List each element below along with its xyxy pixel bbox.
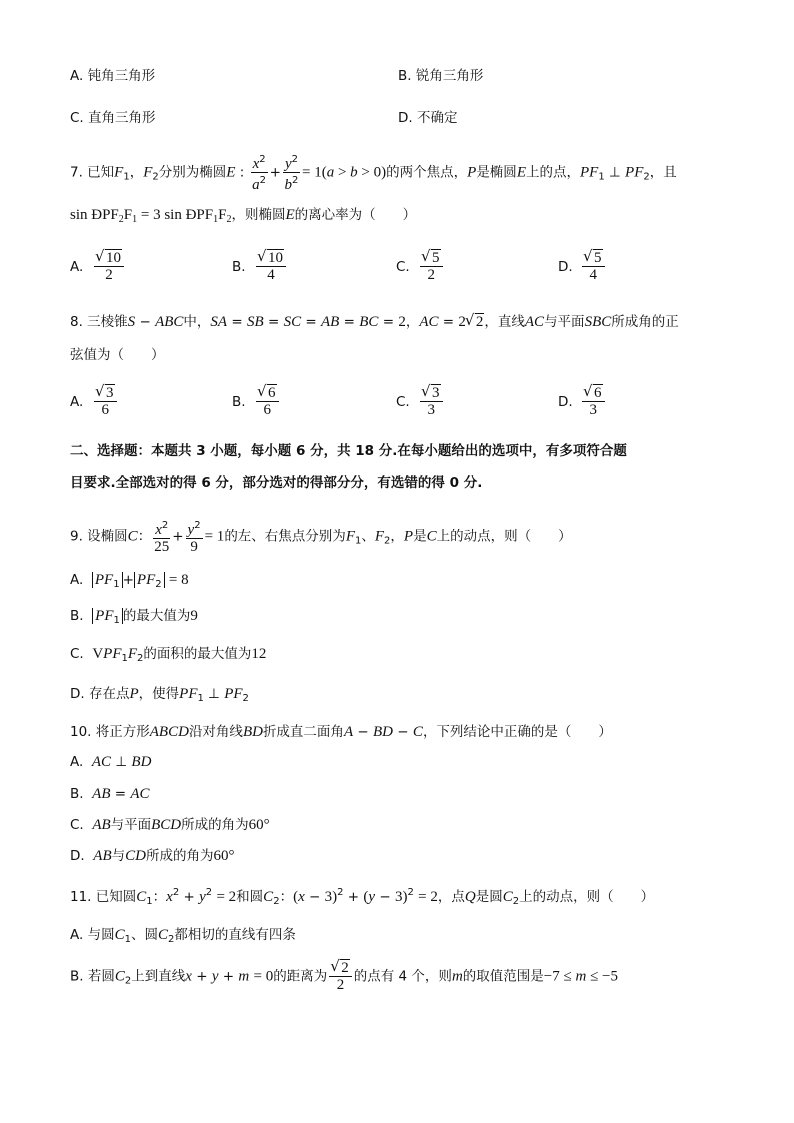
section2-heading-line1: 二、选择题：本题共 3 小题，每小题 6 分，共 18 分.在每小题给出的选项中，有多项符合题: [70, 443, 627, 459]
q8-option-c: C. √ $\frac{3}{3}$: [396, 385, 445, 418]
q6-option-b: B. 锐角三角形: [398, 68, 484, 84]
section2-heading-line2: 目要求.全部选对的得 6 分，部分选对的得部分分，有选错的得 0 分.: [70, 475, 483, 491]
q8-option-a: A. √ $\frac{3}{6}$: [70, 385, 119, 418]
q7-option-b: B. √ $\frac{10}{4}$: [232, 250, 288, 283]
q11-option-b: B. 若圆$C_2$上到直线x + y + m = 0的距离为 √ $\frac{2}{2}$ 的点有 4 个，则m的取值范围是−7 ≤ m ≤ −5: [70, 960, 618, 997]
q6-option-a: A. 钝角三角形: [70, 68, 156, 84]
q11-option-a: A. 与圆$C_1$、圆$C_2$都相切的直线有四条: [70, 927, 296, 945]
q6-option-d: D. 不确定: [398, 110, 458, 126]
q7-option-d: D. √ $\frac{5}{4}$: [558, 250, 607, 283]
q9-option-a: A. $PF_1 + PF_2 = 8$: [70, 572, 189, 590]
q8-stem-line2: 弦值为（ ）: [70, 347, 165, 363]
q10-option-c: C. AB与平面BCD所成的角为60°: [70, 817, 270, 833]
q8-stem-line1: 8. 三棱锥S − ABC中，SA = SB = SC = AB = BC = 2，AC = 2√ 2，直线AC与平面SBC所成角的正: [70, 312, 679, 332]
q9-option-b: B. $PF_1$ 的最大值为9: [70, 608, 198, 626]
q7-stem-line1: 7. 已知$F_1$，$F_2$分别为椭圆E : $\frac{x^2}{a^2}$ + $\frac{y^2}{b^2}$ = 1(a > b > 0)的两个焦点，P是椭圆E上的点，$PF_1$ ⊥ $PF_2$，且: [70, 154, 677, 193]
q7-stem-line2: $\sin ÐPF_2F_1 = 3$ $\sin ÐPF_1F_2$，则椭圆E的离心率为（ ）: [70, 207, 417, 225]
q10-option-b: B. AB = AC: [70, 786, 150, 802]
q10-stem: 10. 将正方形ABCD沿对角线BD折成直二面角A − BD − C，下列结论中正确的是（ ）: [70, 724, 612, 740]
q10-option-d: D. AB与CD所成的角为60°: [70, 848, 235, 864]
q11-stem: 11. 已知圆$C_1$：$x^2 + y^2 = 2$和圆$C_2$：$(x - 3)^2 + (y - 3)^2 = 2$，点Q是圆$C_2$上的动点，则（ ）: [70, 887, 655, 907]
q10-option-a: A. AC ⊥ BD: [70, 754, 152, 770]
q7-option-a: A. √ $\frac{10}{2}$: [70, 250, 126, 283]
q6-option-c: C. 直角三角形: [70, 110, 156, 126]
q9-option-c: C. $VPF_1F_2$的面积的最大值为12: [70, 646, 267, 664]
q8-option-d: D. √ $\frac{6}{3}$: [558, 385, 607, 418]
q9-stem: 9. 设椭圆C： $\frac{x^2}{25}$ + $\frac{y^2}{9}$ = 1的左、右焦点分别为$F_1$、$F_2$，P是C上的动点，则（ ）: [70, 520, 572, 555]
q8-option-b: B. √ $\frac{6}{6}$: [232, 385, 281, 418]
q7-option-c: C. √ $\frac{5}{2}$: [396, 250, 445, 283]
q9-option-d: D. 存在点P，使得$PF_1$ ⊥ $PF_2$: [70, 686, 249, 704]
